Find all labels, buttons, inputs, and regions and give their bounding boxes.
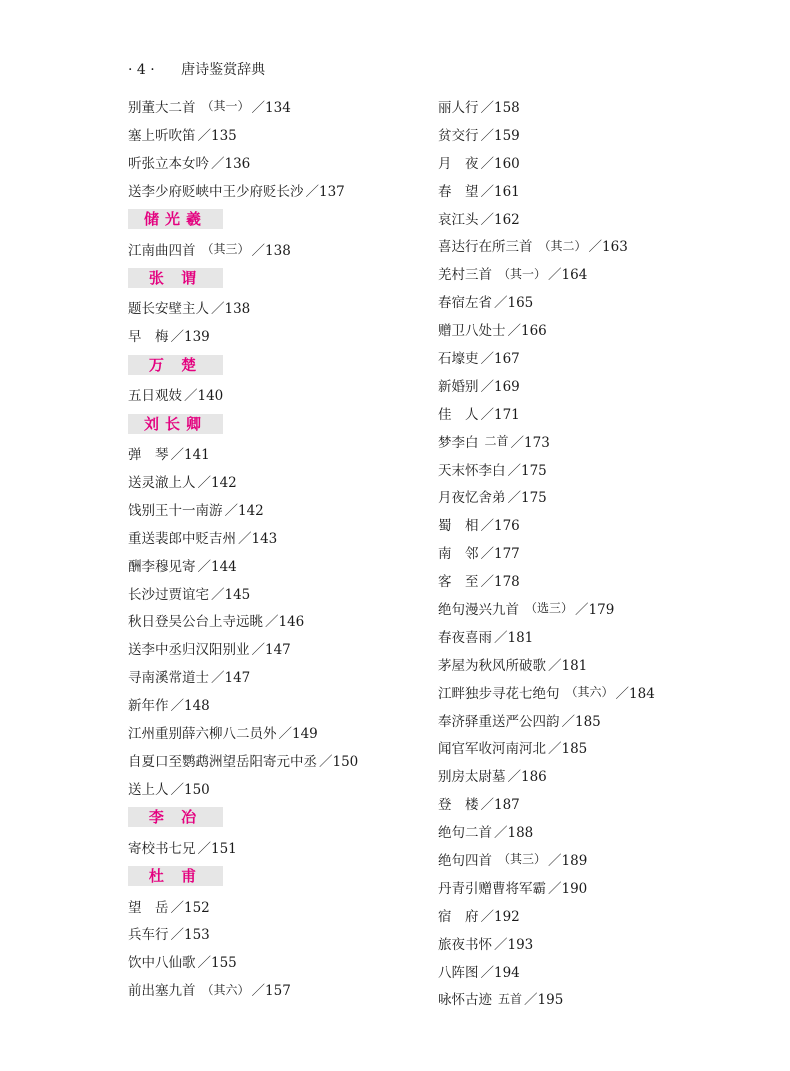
poem-title: 听张立本女吟 [128,155,209,172]
page-ref: ／195 [524,992,564,1009]
page-ref: ／160 [480,155,520,172]
toc-entry[interactable] [438,733,758,761]
toc-entry[interactable] [128,634,448,662]
toc-entry[interactable] [128,92,448,120]
toc-entry[interactable] [128,919,448,947]
page-ref: ／194 [480,964,520,981]
poem-title: 春宿左省 [438,295,492,312]
poem-title: 弹 琴 [128,447,169,464]
toc-entry[interactable] [128,579,448,607]
poem-note: （其三） [201,242,250,256]
toc-entry[interactable] [128,718,448,746]
poem-title: 蜀 相 [438,518,479,535]
page-ref: ／175 [507,462,547,479]
page-ref: ／153 [170,927,210,944]
toc-entry[interactable] [438,343,758,371]
author-heading [128,861,448,892]
poem-title: 丽人行 [438,99,479,116]
author-heading [128,204,448,235]
poem-title: 绝句漫兴九首 [438,601,519,618]
poem-title: 月 夜 [438,155,479,172]
page-ref: ／150 [319,753,359,770]
poem-title: 五日观妓 [128,388,182,405]
toc-entry[interactable] [438,231,758,259]
poem-title: 前出塞九首 [128,983,196,1000]
toc-entry[interactable] [128,495,448,523]
author-name: 李 冶 [128,807,223,827]
page-ref: ／155 [197,955,237,972]
poem-title: 梦李白 [438,434,479,451]
page-header [128,60,265,80]
author-heading [128,349,448,380]
poem-title: 别董大二首 [128,99,196,116]
page-ref: ／164 [548,267,588,284]
toc-entry[interactable] [438,678,758,706]
page-ref: ／147 [211,670,251,687]
page-ref: ／161 [480,183,520,200]
author-name: 储光羲 [128,209,223,229]
poem-title: 月夜忆舍弟 [438,490,506,507]
poem-title: 客 至 [438,574,479,591]
page-ref: ／139 [170,329,210,346]
poem-title: 酬李穆见寄 [128,558,196,575]
toc-entry[interactable] [438,92,758,120]
poem-title: 题长安壁主人 [128,301,209,318]
poem-title: 登 楼 [438,797,479,814]
page-ref: ／171 [480,406,520,423]
poem-title: 闻官军收河南河北 [438,741,546,758]
toc-entry[interactable] [128,551,448,579]
page-ref: ／142 [197,474,237,491]
page-ref: ／146 [265,614,305,631]
poem-title: 自夏口至鹦鹉洲望岳阳寄元中丞 [128,753,317,770]
toc-entry[interactable] [128,120,448,148]
poem-title: 秋日登吴公台上寺远眺 [128,614,263,631]
poem-title: 绝句四首 [438,852,492,869]
page-ref: ／169 [480,378,520,395]
page-ref: ／190 [548,880,588,897]
page-ref: ／188 [494,825,534,842]
toc-entry[interactable] [438,427,758,455]
poem-title: 赠卫八处士 [438,323,506,340]
toc-entry[interactable] [438,455,758,483]
toc-entry[interactable] [438,761,758,789]
page-ref: ／177 [480,546,520,563]
poem-note: （其一） [498,266,547,281]
page-ref: ／145 [211,586,251,603]
poem-title: 南 邻 [438,546,479,563]
poem-title: 送李中丞归汉阳别业 [128,642,250,659]
page-ref: ／173 [510,434,550,451]
toc-entry[interactable] [128,176,448,204]
page-ref: ／167 [480,350,520,367]
poem-title: 望 岳 [128,899,169,916]
poem-title: 塞上听吹笛 [128,127,196,144]
book-title: 唐诗鉴赏辞典 [181,62,266,78]
toc-entry[interactable] [438,706,758,734]
poem-title: 丹青引赠曹将军霸 [438,880,546,897]
poem-note: （其六） [565,685,614,700]
page-ref: ／165 [494,295,534,312]
poem-title: 旅夜书怀 [438,936,492,953]
page-ref: ／147 [251,642,291,659]
author-name: 刘长卿 [128,414,223,434]
poem-title: 送灵澈上人 [128,474,196,491]
page-ref: ／151 [197,840,237,857]
page-ref: ／193 [494,936,534,953]
poem-note: （其六） [201,982,250,997]
toc-column-right [438,92,758,1012]
page-ref: ／150 [170,781,210,798]
poem-title: 新年作 [128,698,169,715]
poem-note: （其三） [498,852,547,867]
poem-title: 宿 府 [438,908,479,925]
toc-entry[interactable] [128,380,448,408]
toc-entry[interactable] [128,746,448,774]
page-ref: ／181 [548,657,588,674]
poem-title: 重送裴郎中贬吉州 [128,530,236,547]
page-ref: ／184 [615,685,655,702]
poem-title: 绝句二首 [438,825,492,842]
toc-entry[interactable] [438,204,758,232]
page-ref: ／181 [494,629,534,646]
toc-entry[interactable] [438,287,758,315]
poem-title: 送李少府贬峡中王少府贬长沙 [128,183,304,200]
poem-title: 咏怀古迹 [438,992,492,1009]
author-heading [128,262,448,293]
toc-entry[interactable] [438,873,758,901]
toc-entry[interactable] [438,315,758,343]
author-name: 张 谓 [128,268,223,288]
page-ref: ／137 [305,183,345,200]
page-ref: ／158 [480,99,520,116]
page-ref: ／176 [480,518,520,535]
poem-title: 江州重别薛六柳八二员外 [128,725,277,742]
toc-entry[interactable] [438,538,758,566]
toc-entry[interactable] [438,399,758,427]
page-ref: ／175 [507,490,547,507]
author-heading [128,802,448,833]
page-ref: ／166 [507,323,547,340]
toc-column-left [128,92,448,1003]
toc-entry[interactable] [128,439,448,467]
author-name: 杜 甫 [128,866,223,886]
poem-title: 天末怀李白 [438,462,506,479]
page-ref: ／138 [251,242,291,259]
toc-entry[interactable] [438,817,758,845]
page-ref: ／163 [588,239,628,256]
toc-entry[interactable] [438,789,758,817]
toc-entry[interactable] [438,259,758,287]
page-ref: ／185 [548,741,588,758]
toc-entry[interactable] [128,148,448,176]
poem-note: （其二） [538,238,587,253]
toc-entry[interactable] [438,148,758,176]
poem-title: 别房太尉墓 [438,769,506,786]
poem-title: 奉济驿重送严公四韵 [438,713,560,730]
toc-entry[interactable] [438,566,758,594]
toc-entry[interactable] [438,845,758,873]
toc-entry[interactable] [438,482,758,510]
poem-title: 八阵图 [438,964,479,981]
page-ref: ／178 [480,574,520,591]
toc-entry[interactable] [438,594,758,622]
page-ref: ／138 [211,301,251,318]
toc-entry[interactable] [438,371,758,399]
poem-title: 送上人 [128,781,169,798]
toc-entry[interactable] [128,235,448,263]
page-ref: ／152 [170,899,210,916]
poem-title: 寻南溪常道士 [128,670,209,687]
page-ref: ／189 [548,852,588,869]
page-ref: ／140 [184,388,224,405]
page-ref: ／159 [480,127,520,144]
toc-entry[interactable] [438,510,758,538]
page-number: · 4 · [128,62,155,78]
toc-entry[interactable] [128,892,448,920]
toc-entry[interactable] [438,957,758,985]
toc-entry[interactable] [438,176,758,204]
poem-note: （其一） [201,99,250,114]
page-ref: ／142 [224,502,264,519]
poem-title: 羌村三首 [438,267,492,284]
poem-note: 二首 [484,434,509,449]
poem-title: 寄校书七兄 [128,840,196,857]
page-ref: ／185 [561,713,601,730]
poem-title: 江南曲四首 [128,242,196,259]
toc-entry[interactable] [438,929,758,957]
poem-title: 早 梅 [128,329,169,346]
page-ref: ／187 [480,797,520,814]
poem-title: 兵车行 [128,927,169,944]
poem-title: 茅屋为秋风所破歌 [438,657,546,674]
page-ref: ／149 [278,725,318,742]
poem-note: （选三） [525,601,574,616]
poem-title: 新婚别 [438,378,479,395]
toc-entry[interactable] [438,650,758,678]
page-ref: ／143 [238,530,278,547]
toc-entry[interactable] [128,690,448,718]
toc-entry[interactable] [438,985,758,1013]
toc-entry[interactable] [128,975,448,1003]
poem-title: 春夜喜雨 [438,629,492,646]
poem-title: 春 望 [438,183,479,200]
page-ref: ／179 [575,601,615,618]
toc-entry[interactable] [438,901,758,929]
poem-title: 饯别王十一南游 [128,502,223,519]
toc-entry[interactable] [128,467,448,495]
toc-entry[interactable] [128,947,448,975]
page-ref: ／192 [480,908,520,925]
toc-entry[interactable] [128,523,448,551]
page-ref: ／186 [507,769,547,786]
page-ref: ／141 [170,447,210,464]
page-ref: ／135 [197,127,237,144]
poem-title: 贫交行 [438,127,479,144]
poem-note: 五首 [498,991,523,1006]
page-ref: ／148 [170,698,210,715]
poem-title: 石壕吏 [438,350,479,367]
toc-entry[interactable] [438,120,758,148]
toc-entry[interactable] [128,833,448,861]
page-ref: ／144 [197,558,237,575]
toc-entry[interactable] [128,606,448,634]
poem-title: 哀江头 [438,211,479,228]
toc-entry[interactable] [128,293,448,321]
poem-title: 佳 人 [438,406,479,423]
toc-entry[interactable] [438,622,758,650]
toc-entry[interactable] [128,774,448,802]
page-ref: ／136 [211,155,251,172]
author-heading [128,408,448,439]
poem-title: 长沙过贾谊宅 [128,586,209,603]
author-name: 万 楚 [128,355,223,375]
toc-entry[interactable] [128,321,448,349]
toc-entry[interactable] [128,662,448,690]
poem-title: 饮中八仙歌 [128,955,196,972]
page-ref: ／157 [251,983,291,1000]
page-ref: ／162 [480,211,520,228]
poem-title: 喜达行在所三首 [438,239,533,256]
poem-title: 江畔独步寻花七绝句 [438,685,560,702]
page-ref: ／134 [251,99,291,116]
